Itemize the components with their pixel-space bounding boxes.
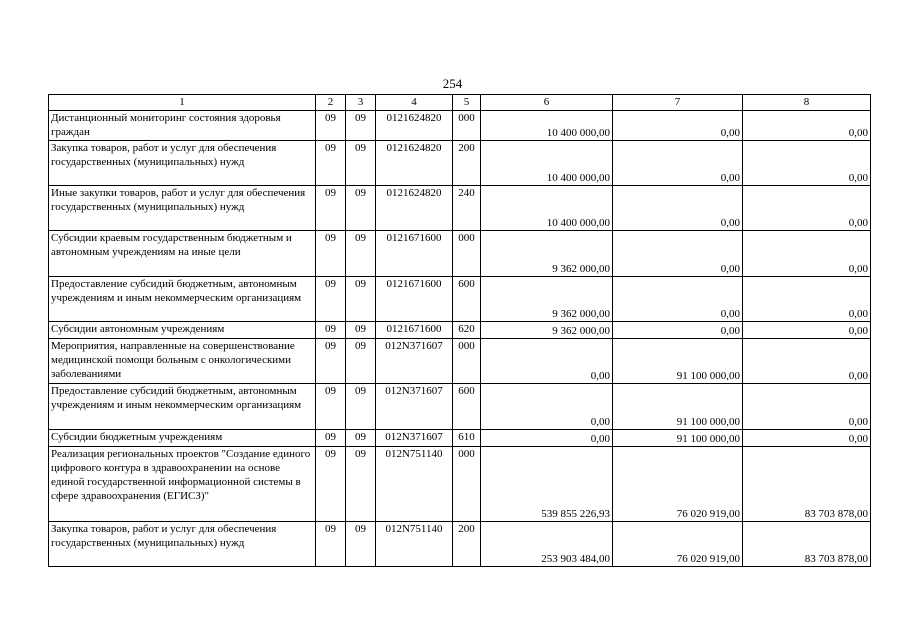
- row-expense-type: 000: [453, 447, 481, 522]
- row-amount-col8: 0,00: [743, 339, 871, 384]
- header-cell: 6: [481, 95, 613, 111]
- row-amount-col8: 0,00: [743, 186, 871, 231]
- row-amount-col7: 0,00: [613, 322, 743, 339]
- row-expense-type: 200: [453, 522, 481, 567]
- row-expense-type: 240: [453, 186, 481, 231]
- row-amount-col7: 0,00: [613, 186, 743, 231]
- row-name: Реализация региональных проектов "Создание единого цифрового контура в здравоохранении на основе единой государственной информационной системы в сфере здравоохранения (ЕГИСЗ)": [49, 447, 316, 522]
- row-section: 09: [316, 384, 346, 430]
- row-amount-col8: 0,00: [743, 277, 871, 322]
- row-subsection: 09: [346, 384, 376, 430]
- row-amount-col7: 76 020 919,00: [613, 522, 743, 567]
- table-row: [49, 111, 871, 141]
- row-amount-col6: 0,00: [481, 339, 613, 384]
- table-row: [49, 186, 871, 231]
- row-section: 09: [316, 339, 346, 384]
- row-amount-col7: 91 100 000,00: [613, 430, 743, 447]
- row-name: Субсидии бюджетным учреждениям: [49, 430, 316, 447]
- row-section: 09: [316, 447, 346, 522]
- row-subsection: 09: [346, 522, 376, 567]
- row-name: Закупка товаров, работ и услуг для обеспечения государственных (муниципальных) нужд: [49, 522, 316, 567]
- table-row: [49, 141, 871, 186]
- row-subsection: 09: [346, 277, 376, 322]
- header-row: [49, 95, 871, 111]
- row-amount-col8: 0,00: [743, 322, 871, 339]
- row-amount-col7: 91 100 000,00: [613, 339, 743, 384]
- row-amount-col8: 83 703 878,00: [743, 522, 871, 567]
- row-subsection: 09: [346, 111, 376, 141]
- row-subsection: 09: [346, 186, 376, 231]
- row-section: 09: [316, 522, 346, 567]
- row-amount-col6: 0,00: [481, 430, 613, 447]
- row-target-code: 012N371607: [376, 384, 453, 430]
- row-target-code: 012N371607: [376, 430, 453, 447]
- row-amount-col6: 9 362 000,00: [481, 277, 613, 322]
- row-name: Иные закупки товаров, работ и услуг для обеспечения государственных (муниципальных) нужд: [49, 186, 316, 231]
- table-row: [49, 322, 871, 339]
- row-amount-col8: 0,00: [743, 384, 871, 430]
- table-row: [49, 277, 871, 322]
- row-expense-type: 000: [453, 111, 481, 141]
- table-row: [49, 447, 871, 522]
- header-cell: 2: [316, 95, 346, 111]
- row-name: Мероприятия, направленные на совершенствование медицинской помощи больным с онкологическими заболеваниями: [49, 339, 316, 384]
- row-section: 09: [316, 186, 346, 231]
- row-amount-col7: 0,00: [613, 231, 743, 277]
- row-target-code: 0121671600: [376, 277, 453, 322]
- row-amount-col6: 10 400 000,00: [481, 141, 613, 186]
- header-cell: 7: [613, 95, 743, 111]
- table-row: [49, 430, 871, 447]
- row-section: 09: [316, 430, 346, 447]
- row-expense-type: 610: [453, 430, 481, 447]
- row-target-code: 0121624820: [376, 111, 453, 141]
- row-target-code: 0121624820: [376, 186, 453, 231]
- row-name: Субсидии краевым государственным бюджетным и автономным учреждениям на иные цели: [49, 231, 316, 277]
- row-name: Субсидии автономным учреждениям: [49, 322, 316, 339]
- row-amount-col8: 0,00: [743, 430, 871, 447]
- row-expense-type: 200: [453, 141, 481, 186]
- header-cell: 5: [453, 95, 481, 111]
- row-subsection: 09: [346, 447, 376, 522]
- row-name: Предоставление субсидий бюджетным, автономным учреждениям и иным некоммерческим организациям: [49, 384, 316, 430]
- row-target-code: 0121671600: [376, 322, 453, 339]
- row-target-code: 012N751140: [376, 522, 453, 567]
- row-target-code: 012N751140: [376, 447, 453, 522]
- page-number: 254: [442, 76, 463, 91]
- row-section: 09: [316, 111, 346, 141]
- row-amount-col6: 0,00: [481, 384, 613, 430]
- row-amount-col6: 9 362 000,00: [481, 322, 613, 339]
- row-subsection: 09: [346, 141, 376, 186]
- row-amount-col6: 10 400 000,00: [481, 111, 613, 141]
- row-section: 09: [316, 141, 346, 186]
- table-row: [49, 522, 871, 567]
- row-amount-col8: 83 703 878,00: [743, 447, 871, 522]
- row-section: 09: [316, 322, 346, 339]
- row-section: 09: [316, 231, 346, 277]
- budget-table: [48, 94, 871, 567]
- row-subsection: 09: [346, 430, 376, 447]
- row-subsection: 09: [346, 231, 376, 277]
- header-cell: 8: [743, 95, 871, 111]
- header-cell: 3: [346, 95, 376, 111]
- table-row: [49, 339, 871, 384]
- row-amount-col7: 76 020 919,00: [613, 447, 743, 522]
- header-cell: 4: [376, 95, 453, 111]
- row-expense-type: 600: [453, 277, 481, 322]
- row-expense-type: 620: [453, 322, 481, 339]
- row-expense-type: 600: [453, 384, 481, 430]
- row-amount-col7: 91 100 000,00: [613, 384, 743, 430]
- header-cell: 1: [49, 95, 316, 111]
- row-name: Предоставление субсидий бюджетным, автономным учреждениям и иным некоммерческим организациям: [49, 277, 316, 322]
- row-subsection: 09: [346, 322, 376, 339]
- row-amount-col8: 0,00: [743, 111, 871, 141]
- row-subsection: 09: [346, 339, 376, 384]
- table-row: [49, 231, 871, 277]
- row-amount-col6: 9 362 000,00: [481, 231, 613, 277]
- row-expense-type: 000: [453, 339, 481, 384]
- row-name: Дистанционный мониторинг состояния здоровья граждан: [49, 111, 316, 141]
- row-amount-col8: 0,00: [743, 141, 871, 186]
- row-target-code: 0121624820: [376, 141, 453, 186]
- row-amount-col7: 0,00: [613, 141, 743, 186]
- table-row: [49, 384, 871, 430]
- row-target-code: 012N371607: [376, 339, 453, 384]
- row-amount-col7: 0,00: [613, 277, 743, 322]
- row-amount-col6: 253 903 484,00: [481, 522, 613, 567]
- row-target-code: 0121671600: [376, 231, 453, 277]
- row-expense-type: 000: [453, 231, 481, 277]
- row-amount-col7: 0,00: [613, 111, 743, 141]
- row-amount-col6: 10 400 000,00: [481, 186, 613, 231]
- row-amount-col8: 0,00: [743, 231, 871, 277]
- row-section: 09: [316, 277, 346, 322]
- row-amount-col6: 539 855 226,93: [481, 447, 613, 522]
- row-name: Закупка товаров, работ и услуг для обеспечения государственных (муниципальных) нужд: [49, 141, 316, 186]
